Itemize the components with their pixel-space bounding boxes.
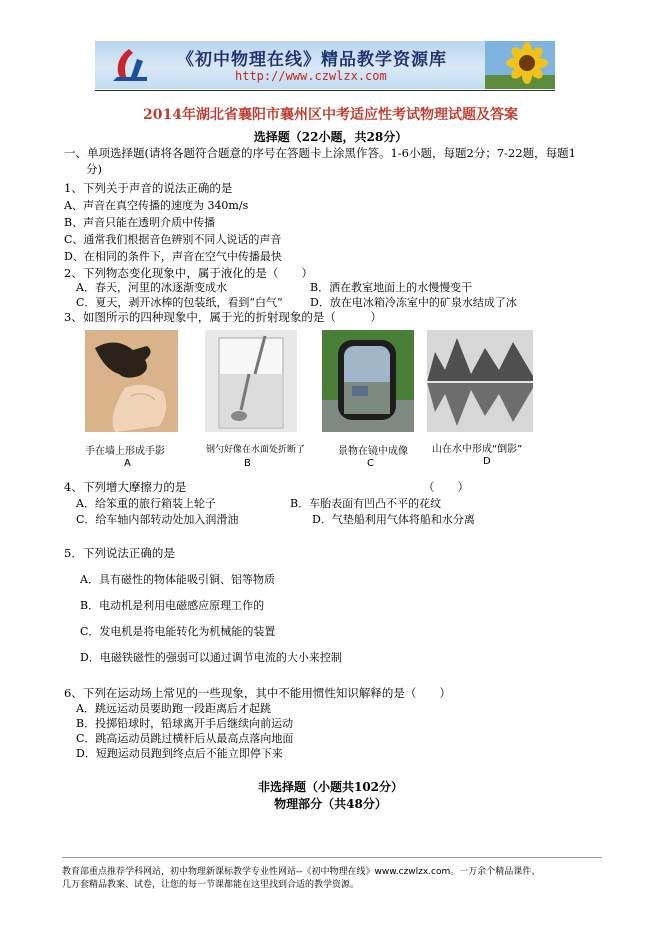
instructions-line-2: 分)	[86, 162, 102, 176]
q2-option-d: D．放在电冰箱冷冻室中的矿泉水结成了冰	[310, 296, 517, 309]
q5-stem: 5．下列说法正确的是	[64, 546, 175, 560]
section-heading-physics: 物理部分（共48分）	[274, 797, 387, 811]
q4-option-d: D．气垫船利用气体将船和水分离	[312, 513, 475, 526]
q6-option-d: D．短跑运动员跑到终点后不能立即停下来	[76, 747, 283, 760]
q3-caption-b: 钢勺好像在水面处折断了	[206, 445, 306, 455]
car-mirror-image	[322, 330, 414, 432]
mountain-reflection-image	[427, 330, 533, 432]
q2-option-a: A．春天，河里的冰逐渐变成水	[76, 281, 227, 294]
q1-option-d: D、在相同的条件下，声音在空气中传播最快	[64, 250, 282, 263]
q1-option-b: B、声音只能在透明介质中传播	[64, 216, 216, 229]
q3-caption-c: 景物在镜中成像	[338, 446, 408, 457]
q5-option-d: D．电磁铁磁性的强弱可以通过调节电流的大小来控制	[80, 651, 342, 664]
q1-stem: 1、下列关于声音的说法正确的是	[64, 181, 233, 195]
q1-option-a: A、声音在真空传播的速度为 340m/s	[64, 199, 249, 212]
q5-option-a: A．具有磁性的物体能吸引铜、铝等物质	[80, 573, 275, 586]
q4-option-a: A．给笨重的旅行箱装上轮子	[76, 497, 216, 510]
banner-url: http://www.czwlzx.com	[235, 69, 387, 83]
q5-option-b: B．电动机是利用电磁感应原理工作的	[80, 599, 265, 612]
q4-option-b: B．车胎表面有凹凸不平的花纹	[290, 497, 442, 510]
q6-option-a: A．跳远运动员要助跑一段距离后才起跳	[76, 702, 271, 715]
header-rule	[95, 90, 555, 91]
header-banner	[95, 41, 555, 89]
hand-shadow-image	[85, 330, 178, 432]
q4-option-c: C．给车轴内部转动处加入润滑油	[76, 513, 239, 526]
banner-title: 《初中物理在线》精品教学资源库	[177, 50, 447, 70]
q3-caption-d: 山在水中形成“倒影”	[432, 444, 523, 455]
q6-stem: 6、下列在运动场上常见的一些现象，其中不能用惯性知识解释的是（ ）	[64, 686, 451, 700]
q2-option-b: B．洒在教室地面上的水慢慢变干	[310, 281, 473, 294]
q4-answer-paren: （ ）	[423, 480, 469, 494]
footer-line-2: 几万套精品教案、试卷，让您的每一节课都能在这里找到合适的教学资源。	[62, 880, 360, 890]
q3-label-b: B	[244, 458, 251, 469]
q3-stem: 3、如图所示的四种现象中，属于光的折射现象的是（ ）	[64, 310, 382, 324]
q3-label-a: A	[124, 458, 131, 469]
q3-label-d: D	[483, 456, 491, 467]
q6-option-c: C．跳高运动员跳过横杆后从最高点落向地面	[76, 732, 294, 745]
site-logo-icon	[107, 45, 153, 85]
instructions-line-1: 一、单项选择题(请将各题符合题意的序号在答题卡上涂黑作答。1-6小题，每题2分；7-22题，每题1	[64, 146, 576, 160]
footer-line-1: 教育部重点推荐学科网站，初中物理新课标教学专业性网站--《初中物理在线》www.czwlzx.com。一万余个精品课件、	[62, 867, 541, 877]
footer-rule	[62, 857, 602, 858]
q3-label-c: C	[367, 458, 374, 469]
q4-stem: 4、下列增大摩擦力的是	[64, 480, 187, 494]
q2-stem: 2、下列物态变化现象中，属于液化的是（ ）	[64, 266, 313, 280]
section-heading-choice: 选择题（22小题，共28分）	[253, 130, 408, 144]
q1-option-c: C、通常我们根据音色辨别不同人说话的声音	[64, 233, 282, 246]
q6-option-b: B．投掷铅球时，铅球离开手后继续向前运动	[76, 717, 294, 730]
q3-caption-a: 手在墙上形成手影	[85, 446, 165, 457]
spoon-in-water-image	[205, 330, 297, 432]
q5-option-c: C．发电机是将电能转化为机械能的装置	[80, 625, 276, 638]
q2-option-c: C．夏天，剥开冰棒的包装纸，看到“白气”	[76, 296, 283, 309]
document-title: 2014年湖北省襄阳市襄州区中考适应性考试物理试题及答案	[143, 107, 518, 123]
section-heading-nonchoice: 非选择题（小题共102分）	[257, 780, 404, 794]
sunflower-icon	[485, 41, 555, 89]
